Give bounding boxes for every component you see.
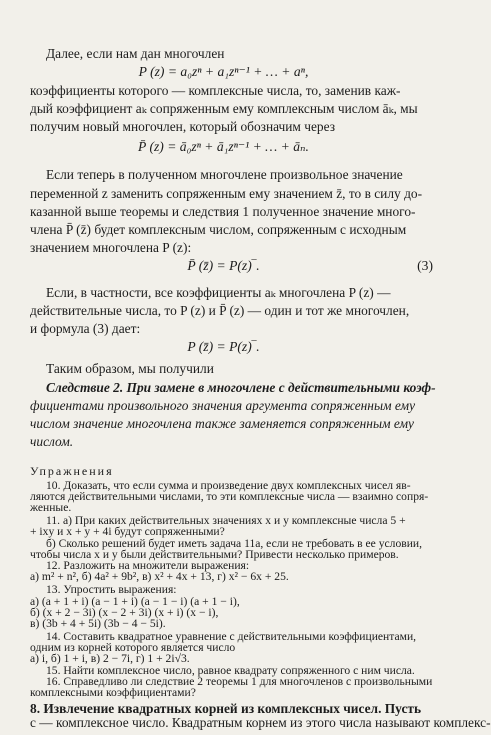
exercise-14: а) i, б) 1 + i, в) 2 − 7i, г) 1 + 2i√3.: [30, 652, 190, 666]
text-line: переменной z заменить сопряженным ему значением z̄, то в силу до-: [30, 186, 423, 201]
exercise-13: а) (a + 1 + i) (a − 1 + i) (a − 1 − i) (a + 1 − i),: [30, 594, 240, 608]
exercise-13: в) (3b + 4 + 5i) (3b − 4 − 5i).: [30, 617, 166, 631]
text-line: значением многочлена P (z):: [30, 240, 192, 255]
corollary-2: фициентами произвольного значения аргумента сопряженным ему: [30, 398, 416, 413]
text-line: Таким образом, мы получили: [46, 361, 214, 376]
section-8-heading: 8. Извлечение квадратных корней из комплексных чисел. Пусть: [30, 700, 422, 716]
exercise-14: одним из корней которого является число: [30, 641, 236, 655]
corollary-2: числом.: [30, 434, 74, 449]
formula-polynomial: P (z) = a₀zⁿ + a₁zⁿ⁻¹ + … + aⁿ,: [138, 64, 309, 79]
corollary-2: Следствие 2. При замене в многочлене с действительными коэф-: [46, 380, 436, 395]
exercise-13: 13. Упростить выражения:: [46, 583, 177, 597]
exercise-11: чтобы числа x и y были действительными? Привести несколько примеров.: [30, 547, 399, 561]
exercises-heading: Упражнения: [30, 464, 114, 478]
text-line: действительные числа, то P (z) и P̄ (z) — один и тот же многочлен,: [30, 303, 410, 318]
exercise-10: ляются действительными числами, то эти комплексные числа — взаимно сопря-: [30, 490, 429, 504]
text-line: дый коэффициент aₖ сопряженным ему комплексным числом āₖ, мы: [30, 101, 418, 116]
exercise-16: комплексными коэффициентами?: [30, 686, 196, 700]
formula-3: [0, 258, 447, 274]
exercise-16: 16. Справедливо ли следствие 2 теоремы 1 для многочленов с произвольными: [46, 674, 433, 688]
exercise-11: + ixy и x + y + 4i будут сопряженными?: [30, 525, 225, 539]
corollary-2: числом значение многочлена также заменяется сопряженным ему: [30, 416, 415, 431]
exercise-11: б) Сколько решений будет иметь задача 11а, если не требовать в ее условии,: [46, 536, 423, 550]
formula-real-coefficients: P (z̄) = P(z)‾.: [187, 339, 260, 354]
exercise-10: 10. Доказать, что если сумма и произведение двух комплексных чисел яв-: [46, 478, 411, 492]
exercise-10: женные.: [30, 501, 72, 515]
exercise-13: б) (x + 2 − 3i) (x − 2 + 3i) (x + i) (x − i),: [30, 605, 219, 619]
text-line: и формула (3) дает:: [30, 321, 141, 336]
text-line: Далее, если нам дан многочлен: [46, 46, 225, 61]
exercise-12: 12. Разложить на множители выражения:: [46, 559, 250, 573]
section-8-text: c — комплексное число. Квадратным корнем из этого числа называют комплекс-: [30, 715, 491, 731]
formula-3-body: P̄ (z̄) = P(z)‾.: [187, 258, 260, 273]
formula-conjugate-polynomial: P̄ (z) = ā₀zⁿ + ā₁zⁿ⁻¹ + … + āₙ.: [138, 139, 309, 154]
exercise-12: а) m² + n², б) 4a² + 9b², в) x² + 4x + 13, г) x² − 6x + 25.: [30, 570, 289, 584]
equation-number: (3): [417, 258, 433, 273]
exercise-11: 11. а) При каких действительных значениях x и y комплексные числа 5 +: [46, 514, 406, 528]
exercise-14: 14. Составить квадратное уравнение с действительными коэффициентами,: [46, 629, 417, 643]
text-line: Если, в частности, все коэффициенты aₖ многочлена P (z) —: [46, 285, 391, 300]
text-line: члена P̄ (z̄) будет комплексным числом, сопряженным с исходным: [30, 222, 407, 237]
text-line: коэффициенты которого — комплексные числа, то, заменив каж-: [30, 83, 401, 98]
text-line: получим новый многочлен, который обозначим через: [30, 119, 336, 134]
text-line: казанной выше теоремы и следствия 1 полученное значение много-: [30, 204, 416, 219]
text-line: Если теперь в полученном многочлене произвольное значение: [46, 167, 403, 182]
exercise-15: 15. Найти комплексное число, равное квадрату сопряженного с ним числа.: [46, 663, 415, 677]
